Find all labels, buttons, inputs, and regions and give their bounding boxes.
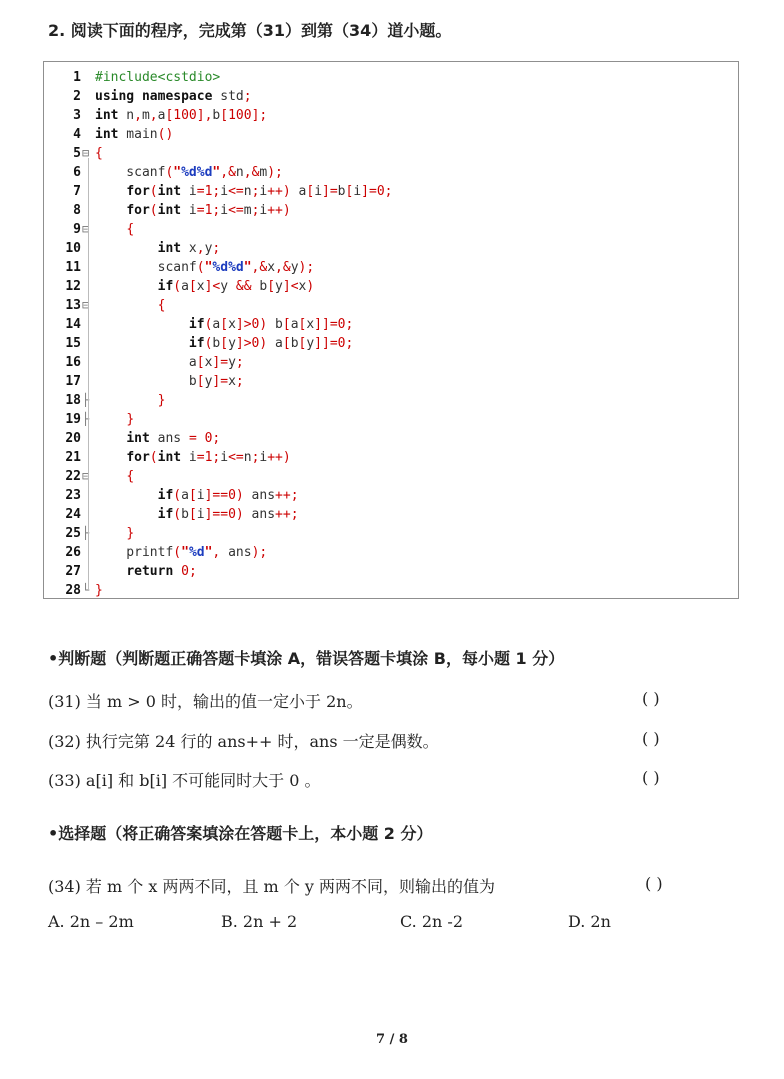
line-number: 23 <box>65 488 81 503</box>
line-number: 4 <box>73 127 81 142</box>
line-number: 13 <box>65 298 81 313</box>
line-number: 28 <box>65 583 81 598</box>
line-number: 27 <box>65 564 81 579</box>
code-text: for(int i=1;i<=n;i++) a[i]=b[i]=0; <box>126 184 393 199</box>
line-number: 10 <box>65 241 81 256</box>
code-text: } <box>157 393 166 408</box>
line-number: 26 <box>65 545 81 560</box>
line-number: 3 <box>73 108 81 123</box>
line-number: 17 <box>65 374 81 389</box>
fold-marker-icon: ⊟ <box>82 469 90 483</box>
line-number: 24 <box>65 507 81 522</box>
code-text: b[y]=x; <box>95 374 244 389</box>
line-number: 1 <box>73 70 81 85</box>
fold-marker-icon: ⊟ <box>82 298 90 312</box>
fold-marker-icon: ├ <box>82 412 90 426</box>
fold-guide <box>88 158 89 591</box>
answer-blank-33: ( ) <box>642 768 660 787</box>
answer-blank-32: ( ) <box>642 729 660 748</box>
line-number: 21 <box>65 450 81 465</box>
code-text: { <box>95 146 103 161</box>
code-text: for(int i=1;i<=n;i++) <box>126 450 291 465</box>
option-b: B. 2n + 2 <box>221 912 298 931</box>
fold-marker-icon: ├ <box>82 526 90 540</box>
code-text: } <box>126 412 135 427</box>
question-33: (33) a[i] 和 b[i] 不可能同时大于 0 。 <box>48 771 321 790</box>
line-number: 19 <box>65 412 81 427</box>
line-number: 2 <box>73 89 81 104</box>
code-text: } <box>126 526 135 541</box>
code-text: int ans = 0; <box>126 431 221 446</box>
code-text: scanf("%d%d",&x,&y); <box>95 260 315 275</box>
line-number: 11 <box>65 260 81 275</box>
question-32: (32) 执行完第 24 行的 ans++ 时，ans 一定是偶数。 <box>48 732 439 751</box>
code-text: if(b[y]>0) a[b[y]]=0; <box>188 336 354 351</box>
code-text: int x,y; <box>157 241 221 256</box>
code-text: if(a[x]>0) b[a[x]]=0; <box>188 317 354 332</box>
line-number: 8 <box>73 203 81 218</box>
option-a: A. 2n – 2m <box>48 912 134 931</box>
fold-marker-icon: └ <box>82 583 90 597</box>
line-number: 14 <box>65 317 81 332</box>
question-31: (31) 当 m > 0 时，输出的值一定小于 2n。 <box>48 692 363 711</box>
code-text: int n,m,a[100],b[100]; <box>95 108 268 123</box>
question-34: (34) 若 m 个 x 两两不同，且 m 个 y 两两不同，则输出的值为 <box>48 877 496 896</box>
code-listing <box>43 61 739 599</box>
choice-section-title: •选择题（将正确答案填涂在答题卡上，本小题 2 分） <box>48 824 433 843</box>
code-text: if(a[x]<y && b[y]<x) <box>157 279 315 294</box>
fold-marker-icon: ⊟ <box>82 146 90 160</box>
code-text: { <box>157 298 166 313</box>
code-text: for(int i=1;i<=m;i++) <box>126 203 291 218</box>
judgement-section-title: •判断题（判断题正确答题卡填涂 A，错误答题卡填涂 B，每小题 1 分） <box>48 649 565 668</box>
line-number: 16 <box>65 355 81 370</box>
line-number: 20 <box>65 431 81 446</box>
fold-marker-icon: ├ <box>82 393 90 407</box>
answer-blank-31: ( ) <box>642 689 660 708</box>
line-number: 18 <box>65 393 81 408</box>
line-number: 15 <box>65 336 81 351</box>
code-text: if(a[i]==0) ans++; <box>157 488 299 503</box>
line-number: 25 <box>65 526 81 541</box>
line-number: 22 <box>65 469 81 484</box>
line-number: 7 <box>73 184 81 199</box>
fold-marker-icon: ⊟ <box>82 222 90 236</box>
code-text: { <box>126 222 135 237</box>
code-text: if(b[i]==0) ans++; <box>157 507 299 522</box>
code-text: a[x]=y; <box>95 355 244 370</box>
code-text: { <box>126 469 135 484</box>
line-number: 5 <box>73 146 81 161</box>
line-number: 12 <box>65 279 81 294</box>
option-c: C. 2n -2 <box>400 912 463 931</box>
question-heading: 2. 阅读下面的程序，完成第（31）到第（34）道小题。 <box>48 21 452 40</box>
code-text: int main() <box>95 127 174 142</box>
line-number: 9 <box>73 222 81 237</box>
code-text: scanf("%d%d",&n,&m); <box>95 165 283 180</box>
code-text: using namespace std; <box>95 89 252 104</box>
option-d: D. 2n <box>568 912 611 931</box>
code-text: } <box>95 583 103 598</box>
answer-blank-34: ( ) <box>645 874 663 893</box>
code-text: #include<cstdio> <box>95 70 221 85</box>
page-number: 7 / 8 <box>376 1032 408 1047</box>
code-text: printf("%d", ans); <box>95 545 268 560</box>
code-text: return 0; <box>126 564 197 579</box>
line-number: 6 <box>73 165 81 180</box>
